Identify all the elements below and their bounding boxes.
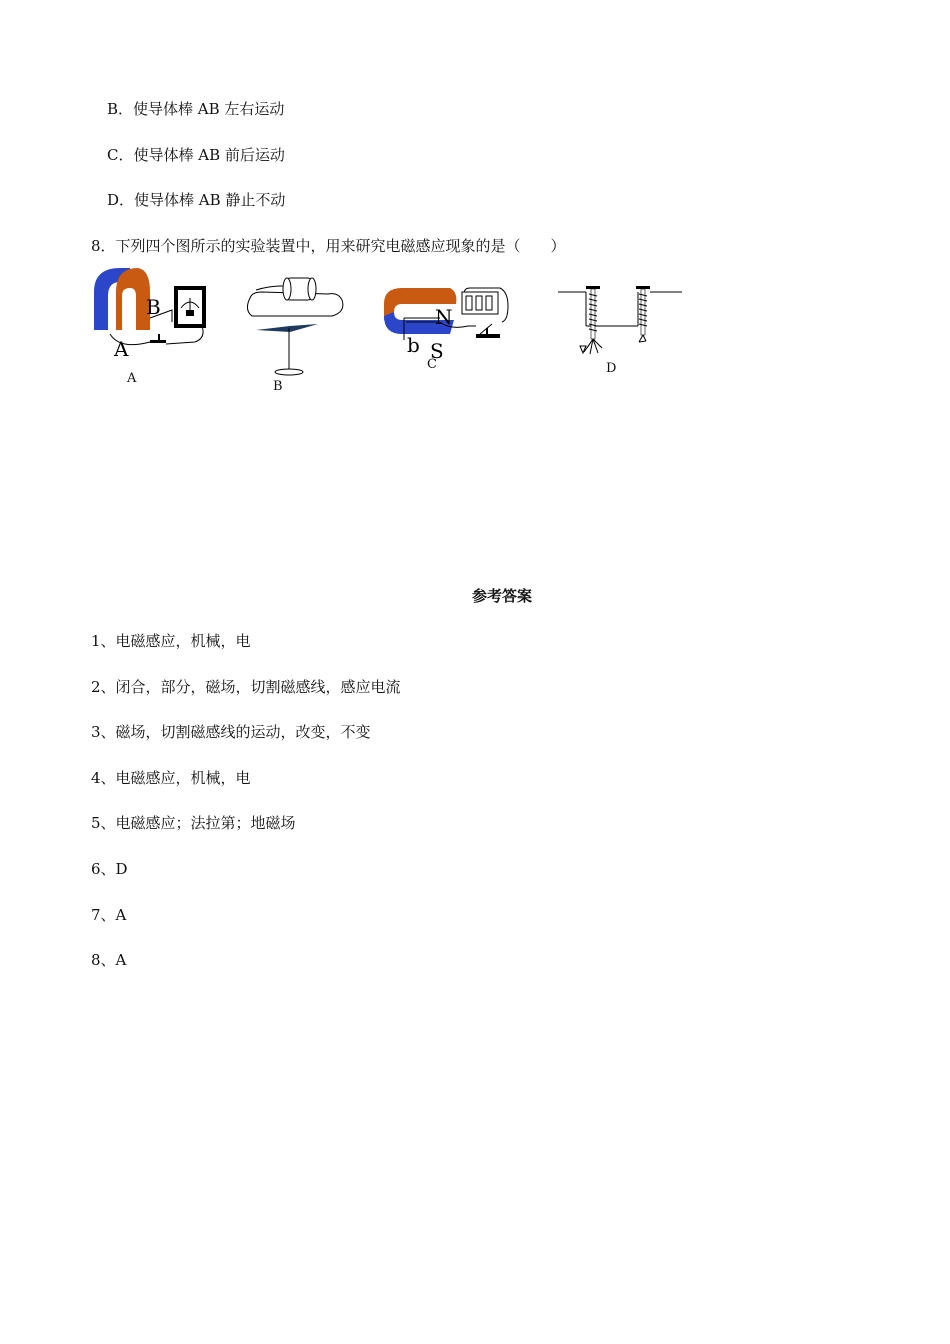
figure-d (556, 282, 686, 362)
answer-7: 7、A (91, 906, 127, 924)
label-b: B (146, 295, 161, 319)
answer-8: 8、A (91, 951, 127, 969)
option-c: C．使导体棒 AB 前后运动 (107, 146, 285, 164)
electromagnet-right-icon (641, 289, 645, 335)
figure-b-caption: B (273, 379, 283, 394)
answer-5: 5、电磁感应；法拉第；地磁场 (91, 814, 296, 832)
switch-icon-c (476, 334, 500, 338)
magnet-orange-pole (116, 268, 150, 330)
compass-needle-icon (256, 324, 318, 332)
figure-b (242, 272, 352, 378)
answer-2: 2、闭合，部分，磁场，切割磁感线，感应电流 (91, 678, 401, 696)
answers-title: 参考答案 (471, 587, 532, 605)
figure-a (90, 262, 220, 360)
answer-4: 4、电磁感应，机械，电 (91, 769, 251, 787)
answer-3: 3、磁场，切割磁感线的运动，改变，不变 (91, 723, 371, 741)
figure-d-caption: D (606, 361, 617, 376)
figure-a-caption: A (127, 371, 137, 386)
label-a: A (114, 337, 129, 360)
figure-c (380, 282, 512, 362)
question-8: 8．下列四个图所示的实验装置中，用来研究电磁感应现象的是（ ） (91, 237, 566, 255)
figure-c-caption: C (427, 357, 437, 372)
label-n: N (435, 305, 453, 329)
label-b-lower: b (407, 333, 420, 357)
answer-6: 6、D (91, 860, 128, 878)
electromagnet-left-icon (591, 289, 595, 339)
option-b: B．使导体棒 AB 左右运动 (107, 100, 285, 118)
answer-1: 1、电磁感应，机械，电 (91, 632, 251, 650)
label-s: S (430, 339, 444, 362)
option-d: D．使导体棒 AB 静止不动 (107, 191, 286, 209)
